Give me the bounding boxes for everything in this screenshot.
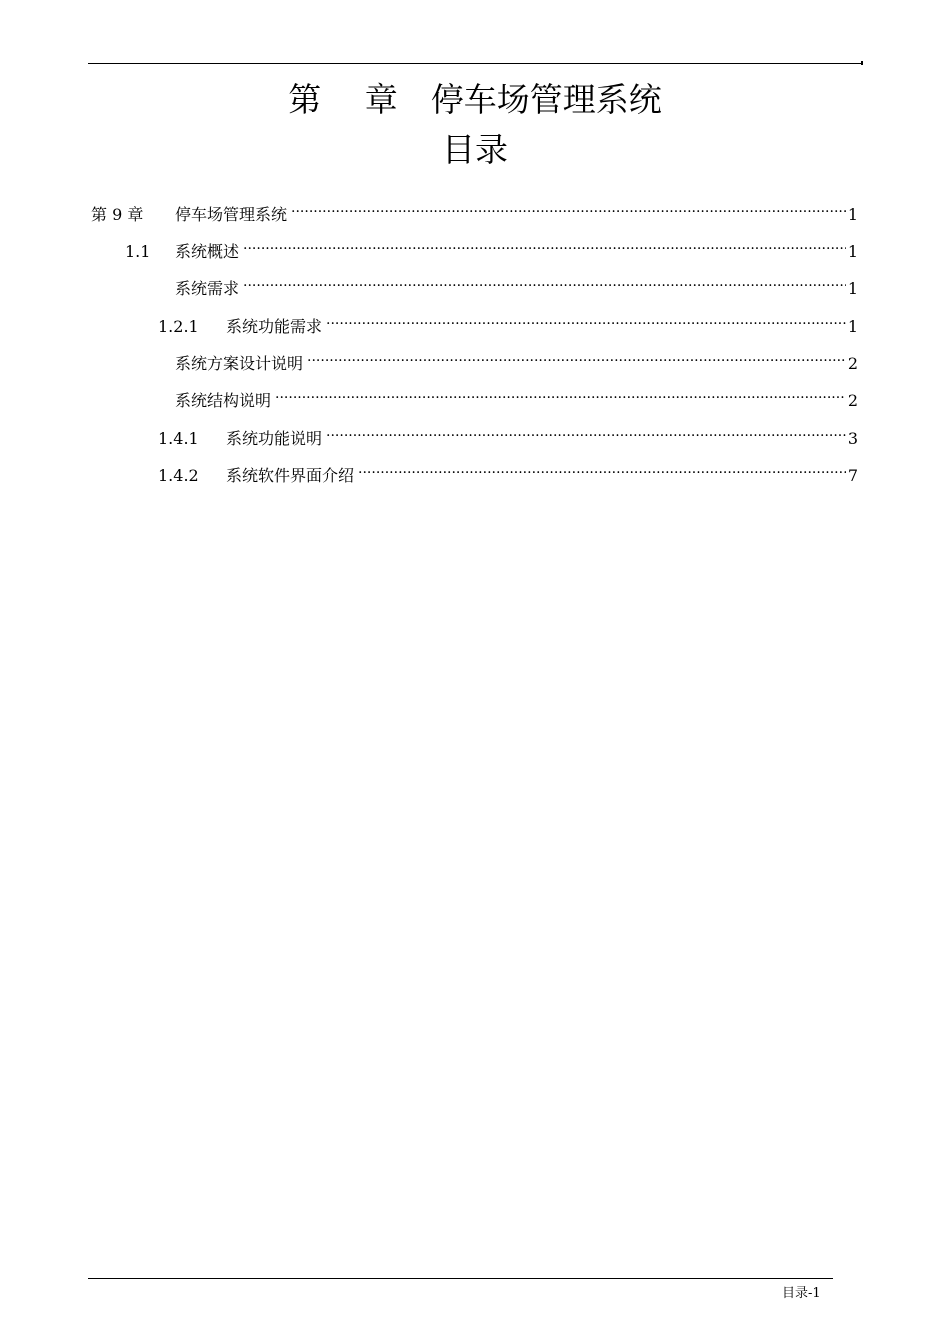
toc-dot-leader	[275, 382, 846, 406]
header-rule-end-mark	[861, 61, 863, 65]
toc-entry-design-description[interactable]	[175, 345, 858, 373]
toc-entry-title: 系统结构说明	[175, 391, 272, 410]
toc-entry-title: 系统软件界面介绍	[226, 466, 355, 485]
toc-entry-page: 7	[847, 466, 858, 485]
toc-entry-1-1[interactable]	[125, 233, 858, 261]
toc-entry-title: 系统功能说明	[226, 429, 323, 448]
toc-title: 目录	[442, 130, 508, 169]
toc-entry-page: 3	[847, 429, 858, 448]
toc-entry-page: 2	[847, 354, 858, 373]
toc-dot-leader	[291, 196, 846, 220]
header-rule	[88, 63, 862, 64]
toc-entry-title: 系统功能需求	[226, 317, 323, 336]
toc-entry-system-requirements[interactable]	[175, 270, 858, 298]
toc-entry-number: 1.4.1	[158, 429, 199, 448]
toc-entry-title: 停车场管理系统	[175, 205, 288, 224]
toc-entry-title: 系统概述	[175, 242, 240, 261]
toc-entry-page: 1	[847, 205, 858, 224]
toc-dot-leader	[243, 233, 846, 257]
toc-entry-1-2-1[interactable]	[158, 308, 858, 336]
toc-entry-page: 2	[847, 391, 858, 410]
toc-entry-number: 1.2.1	[158, 317, 199, 336]
toc-entry-1-4-1[interactable]	[158, 420, 858, 448]
toc-dot-leader	[326, 308, 846, 332]
toc-dot-leader	[326, 420, 846, 444]
toc-entry-title: 系统需求	[175, 279, 240, 298]
toc-dot-leader	[307, 345, 846, 369]
toc-dot-leader	[358, 457, 846, 481]
toc-entry-title: 系统方案设计说明	[175, 354, 304, 373]
toc-entry-page: 1	[847, 242, 858, 261]
toc-entry-page: 1	[847, 317, 858, 336]
toc-entry-chapter-9[interactable]	[91, 196, 858, 224]
footer-page-number: 目录-1	[782, 1286, 821, 1301]
toc-entry-number: 1.1	[125, 242, 151, 261]
toc-entry-number: 1.4.2	[158, 466, 199, 485]
toc-dot-leader	[243, 270, 846, 294]
toc-entry-page: 1	[847, 279, 858, 298]
footer-rule	[88, 1278, 833, 1279]
toc-entry-1-4-2[interactable]	[158, 457, 858, 485]
toc-entry-number: 第 9 章	[91, 205, 144, 224]
chapter-title: 第 章 停车场管理系统	[288, 80, 662, 119]
toc-entry-structure-description[interactable]	[175, 382, 858, 410]
